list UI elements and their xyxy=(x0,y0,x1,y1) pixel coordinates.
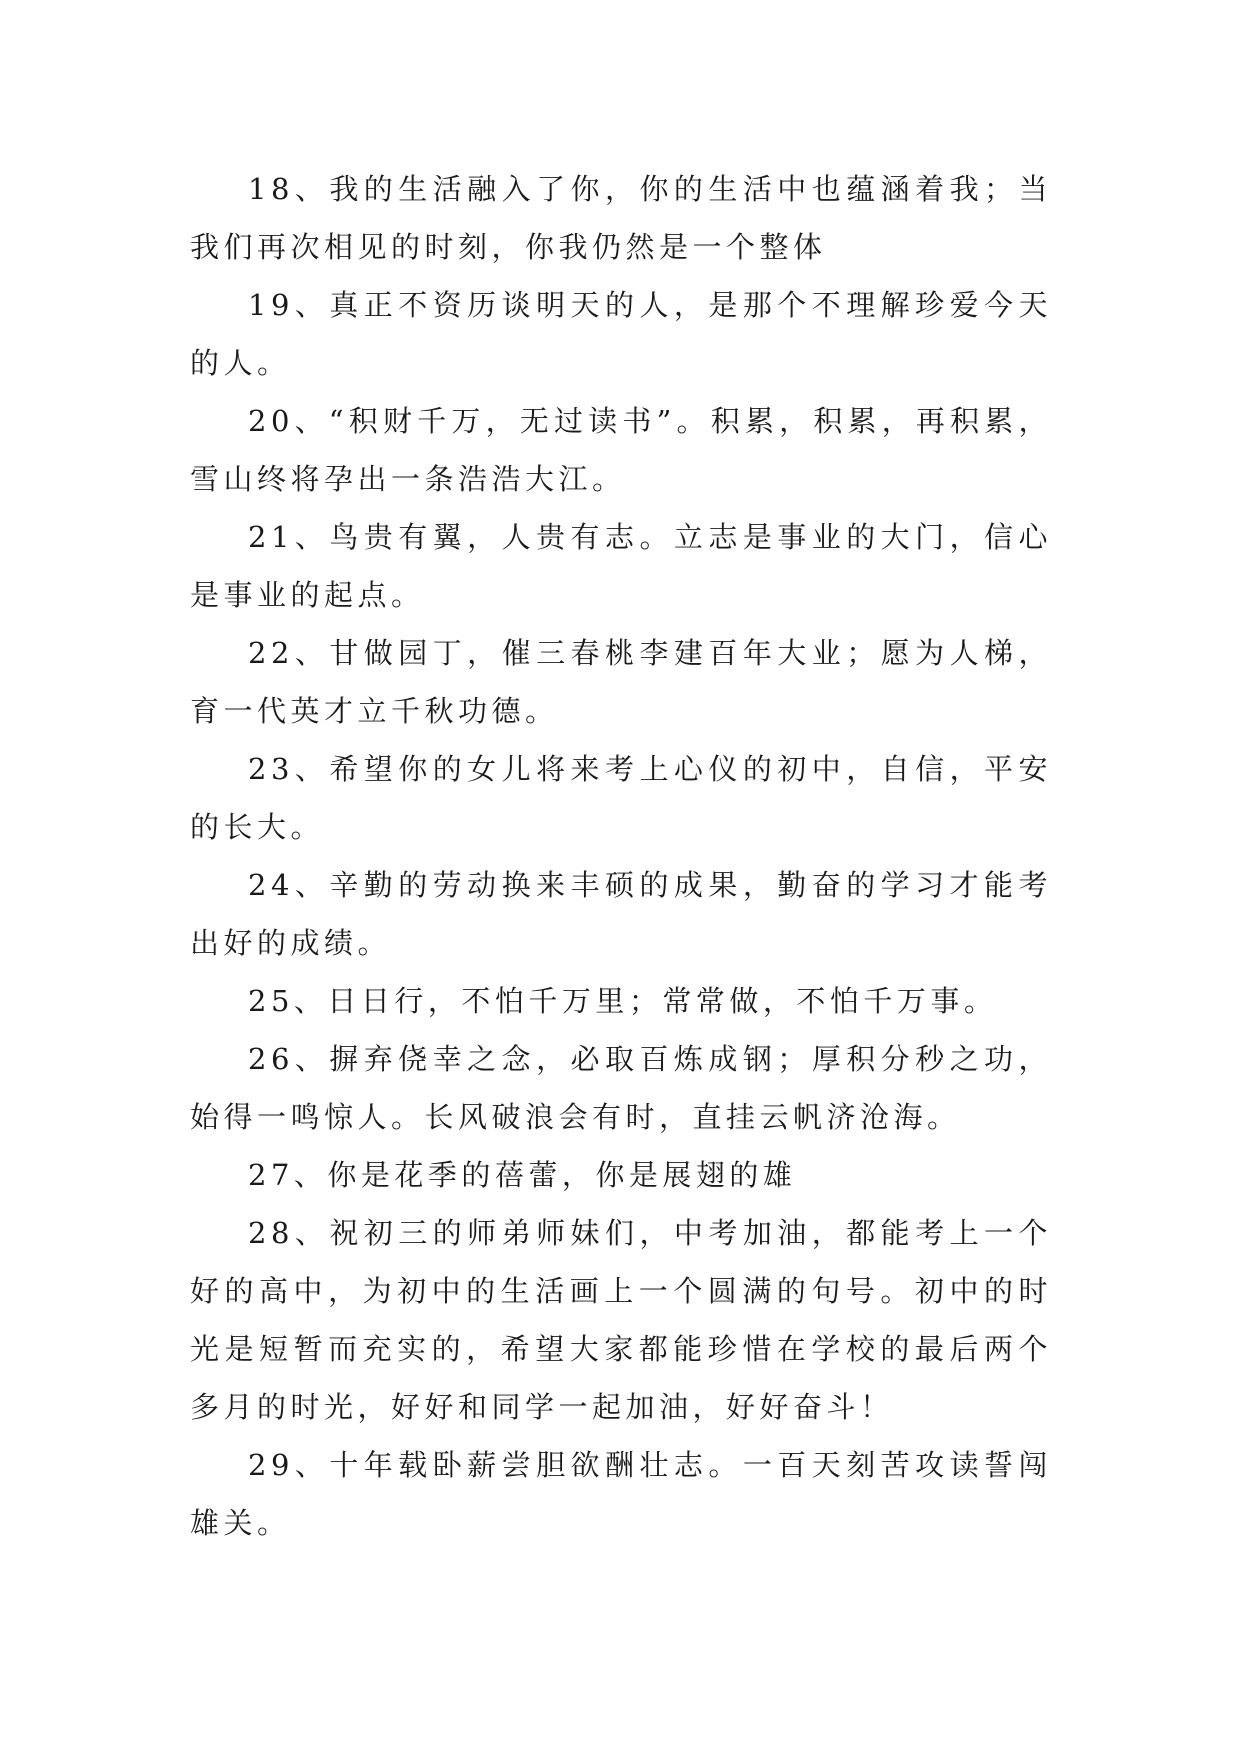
paragraph-22: 22、甘做园丁，催三春桃李建百年大业；愿为人梯，育一代英才立千秋功德。 xyxy=(190,636,1052,728)
paragraph-26: 26、摒弃侥幸之念，必取百炼成钢；厚积分秒之功，始得一鸣惊人。长风破浪会有时，直挂云帆济沧海。 xyxy=(190,1042,1052,1134)
paragraph-28: 28、祝初三的师弟师妹们，中考加油，都能考上一个好的高中，为初中的生活画上一个圆满的句号。初中的时光是短暂而充实的，希望大家都能珍惜在学校的最后两个多月的时光，好好和同学一起加油，好好奋斗！ xyxy=(190,1216,1052,1424)
paragraph-18: 18、我的生活融入了你，你的生活中也蕴涵着我；当我们再次相见的时刻，你我仍然是一个整体 xyxy=(190,172,1052,264)
paragraph-25: 25、日日行，不怕千万里；常常做，不怕千万事。 xyxy=(248,984,998,1018)
paragraph-23: 23、希望你的女儿将来考上心仪的初中，自信，平安的长大。 xyxy=(190,752,1052,844)
paragraph-29: 29、十年载卧薪尝胆欲酬壮志。一百天刻苦攻读誓闯雄关。 xyxy=(190,1448,1052,1540)
paragraph-20: 20、“积财千万，无过读书”。积累，积累，再积累，雪山终将孕出一条浩浩大江。 xyxy=(190,404,1052,496)
paragraph-19: 19、真正不资历谈明天的人，是那个不理解珍爱今天的人。 xyxy=(190,288,1052,380)
paragraph-21: 21、鸟贵有翼，人贵有志。立志是事业的大门，信心是事业的起点。 xyxy=(190,520,1052,612)
paragraph-27: 27、你是花季的蓓蕾，你是展翅的雄 xyxy=(248,1158,797,1192)
document-page xyxy=(190,160,1052,1552)
paragraph-24: 24、辛勤的劳动换来丰硕的成果，勤奋的学习才能考出好的成绩。 xyxy=(190,868,1052,960)
